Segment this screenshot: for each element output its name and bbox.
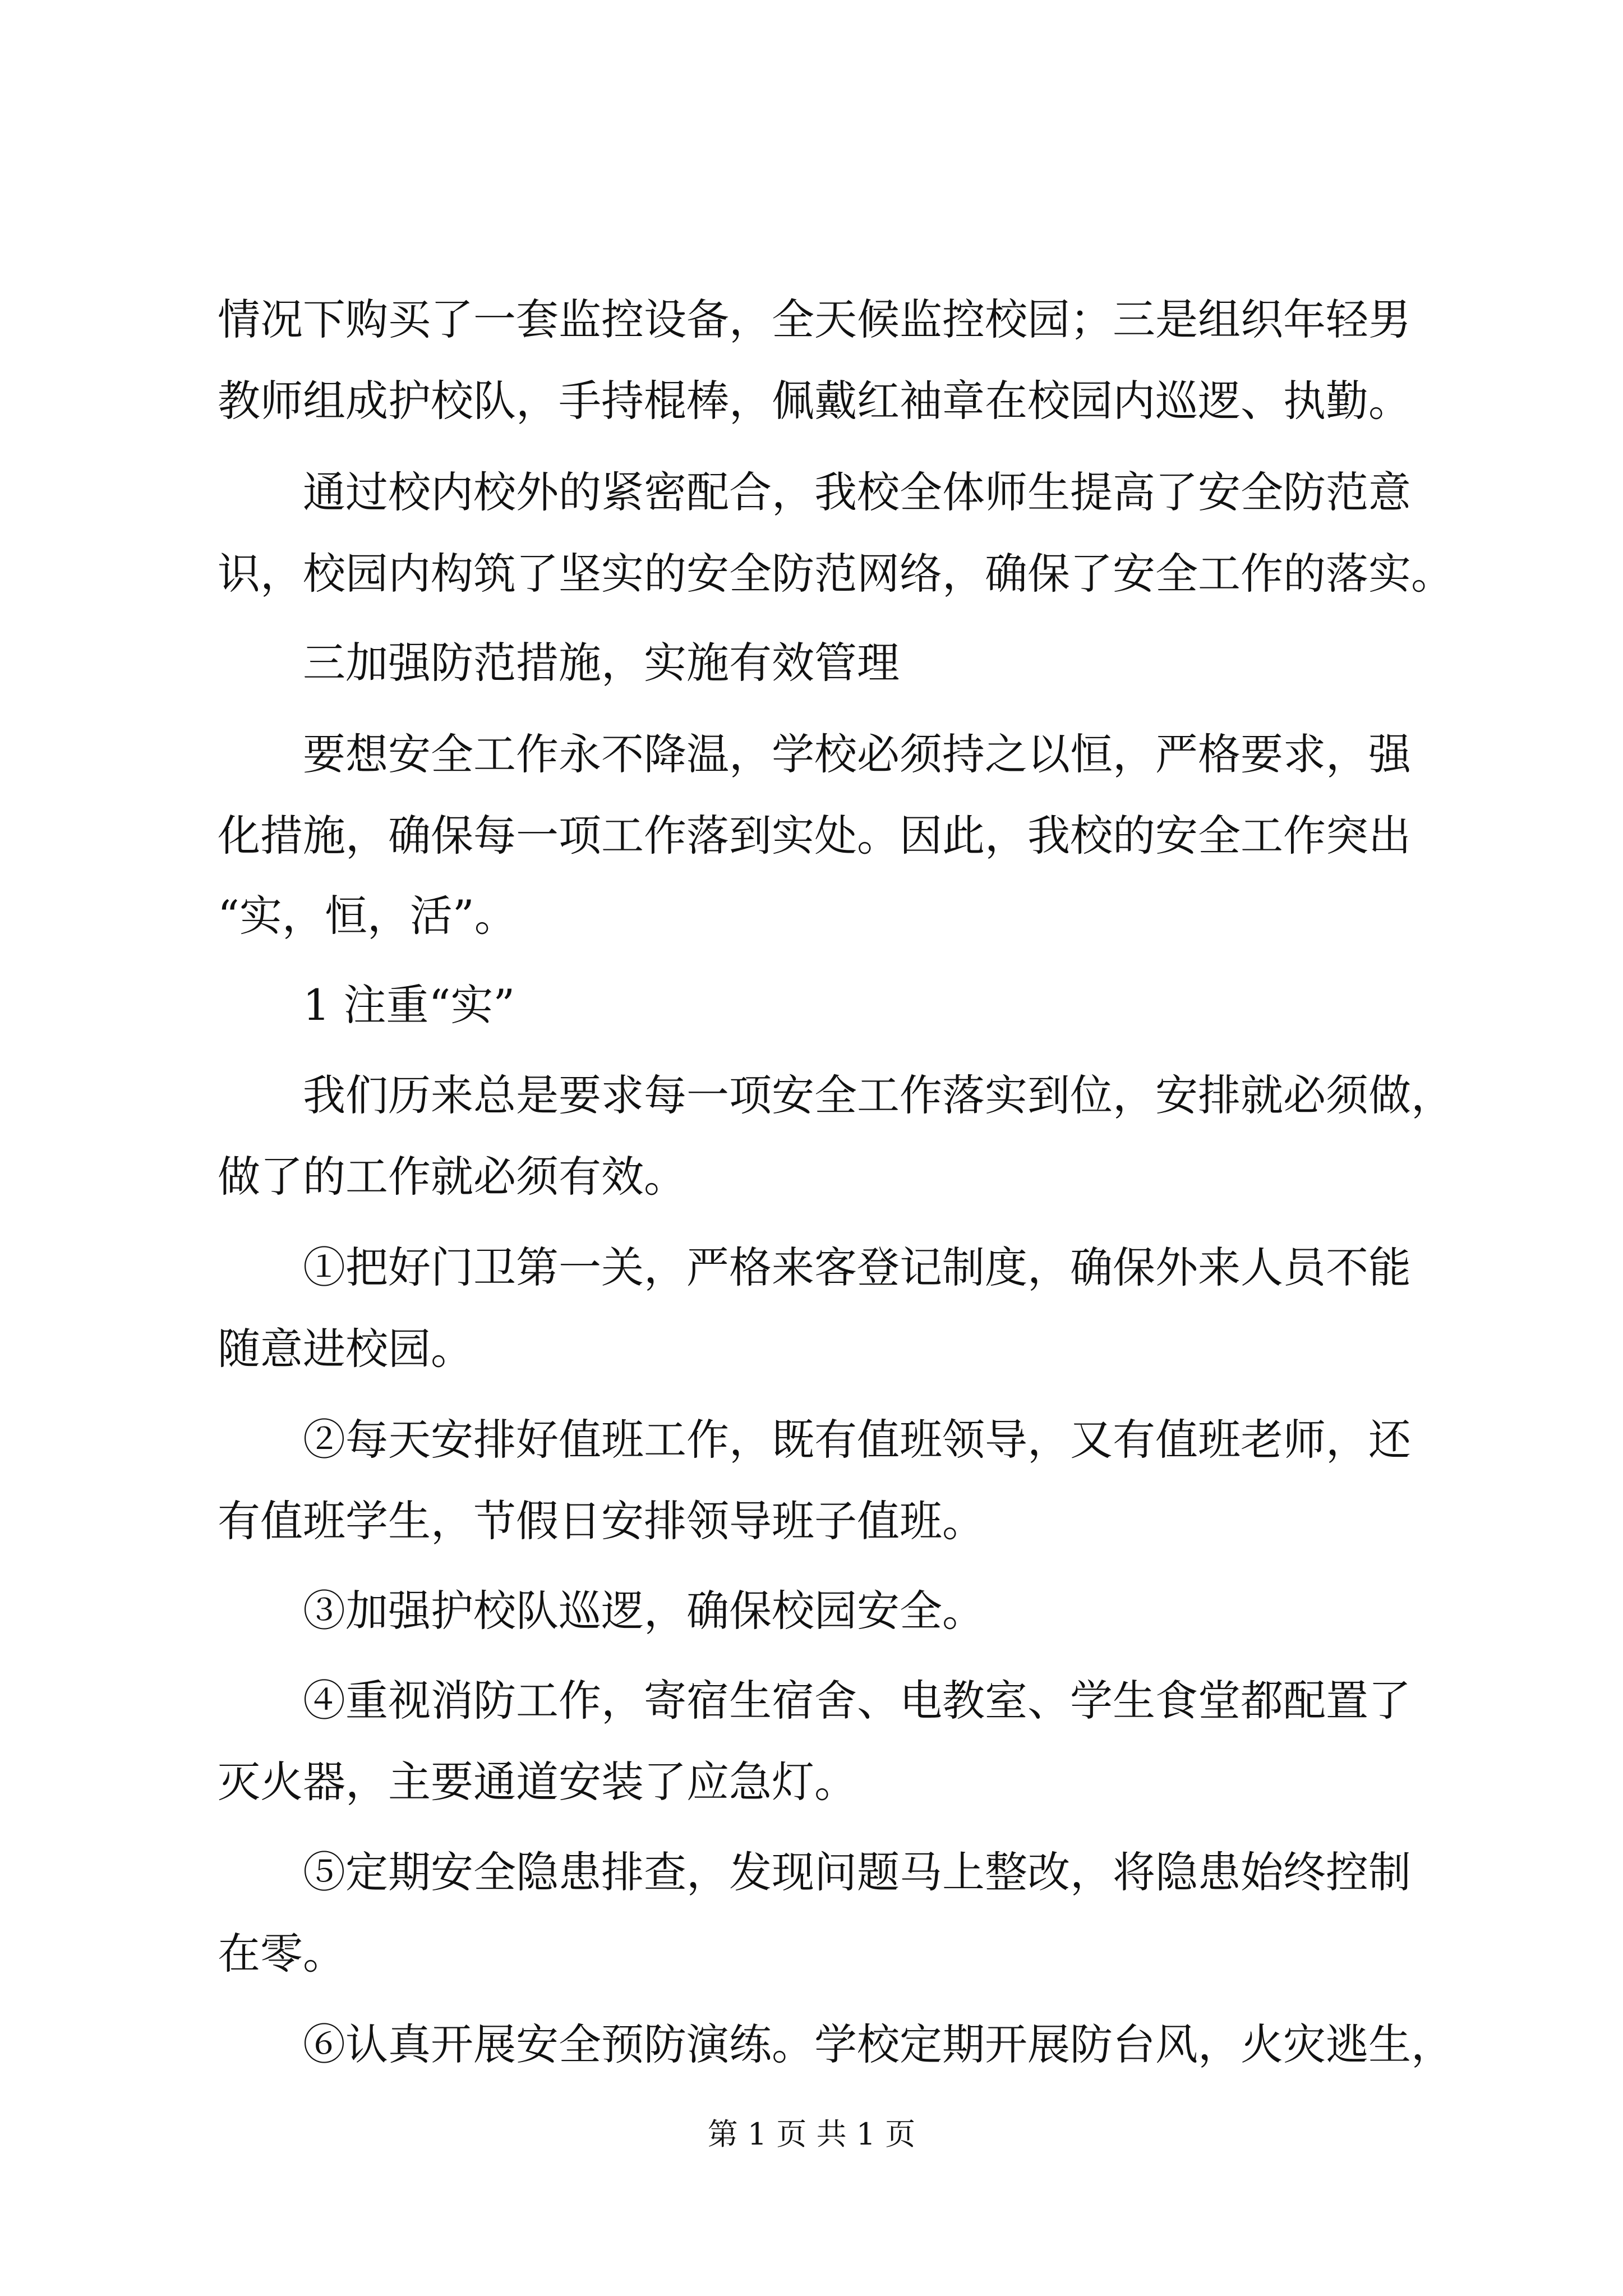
text-line: 做了的工作就必须有效。 (218, 1152, 686, 1202)
text-line: “实，恒，活”。 (218, 891, 517, 941)
text-line: 灭火器，主要通道安装了应急灯。 (218, 1757, 857, 1807)
text-line: 教师组成护校队，手持棍棒，佩戴红袖章在校园内巡逻、执勤。 (218, 376, 1411, 426)
text-line: 化措施，确保每一项工作落到实处。因此，我校的安全工作突出 (218, 811, 1411, 861)
text-line: 随意进校园。 (218, 1324, 473, 1374)
text-line: ⑤定期安全隐患排查，发现问题马上整改，将隐患始终控制 (218, 1847, 1411, 1897)
text-line: ⑥认真开展安全预防演练。学校定期开展防台风，火灾逃生， (218, 2019, 1454, 2069)
text-line: ②每天安排好值班工作，既有值班领导，又有值班老师，还 (218, 1415, 1411, 1465)
text-line: 在零。 (218, 1929, 345, 1978)
text-line: 我们历来总是要求每一项安全工作落实到位，安排就必须做， (218, 1070, 1454, 1120)
text-line: 1 注重“实” (218, 980, 515, 1030)
text-line: 识，校园内构筑了坚实的安全防范网络，确保了安全工作的落实。 (218, 549, 1454, 599)
page-number-footer: 第 1 页 共 1 页 (707, 2116, 916, 2152)
text-line: 要想安全工作永不降温，学校必须持之以恒，严格要求，强 (218, 729, 1411, 779)
text-line: ④重视消防工作，寄宿生宿舍、电教室、学生食堂都配置了 (218, 1676, 1411, 1726)
text-line: 通过校内校外的紧密配合，我校全体师生提高了安全防范意 (218, 467, 1411, 517)
text-line: ①把好门卫第一关，严格来客登记制度，确保外来人员不能 (218, 1243, 1411, 1292)
text-line: 有值班学生，节假日安排领导班子值班。 (218, 1496, 985, 1546)
text-line: ③加强护校队巡逻，确保校园安全。 (218, 1586, 985, 1636)
text-line: 情况下购买了一套监控设备，全天候监控校园；三是组织年轻男 (218, 295, 1411, 344)
text-line: 三加强防范措施，实施有效管理 (218, 638, 900, 688)
